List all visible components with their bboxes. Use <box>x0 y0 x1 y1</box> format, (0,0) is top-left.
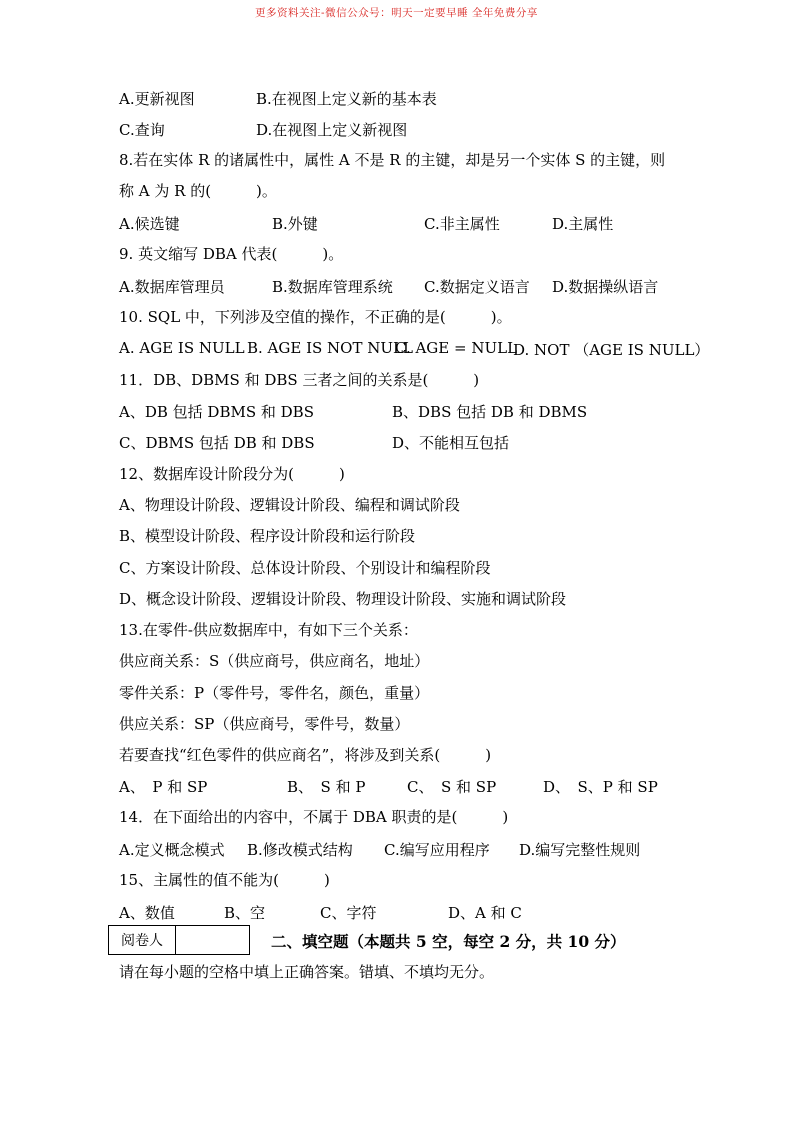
q12-option-c: C、方案设计阶段、总体设计阶段、个别设计和编程阶段 <box>119 559 491 577</box>
q13-relation-supplier: 供应商关系：S（供应商号，供应商名，地址） <box>119 652 430 670</box>
q14-option-a: A.定义概念模式 <box>119 841 225 859</box>
q8-option-d: D.主属性 <box>552 215 614 233</box>
q15-option-c: C、字符 <box>320 904 377 922</box>
q8-text-line1: 8.若在实体 R 的诸属性中，属性 A 不是 R 的主键，却是另一个实体 S 的主键，则 <box>119 151 666 169</box>
q10-option-d: D. NOT （AGE IS NULL） <box>513 341 710 359</box>
q12-text: 12、数据库设计阶段分为( ) <box>119 465 345 483</box>
q12-option-d: D、概念设计阶段、逻辑设计阶段、物理设计阶段、实施和调试阶段 <box>119 590 567 608</box>
q14-text: 14．在下面给出的内容中，不属于 DBA 职责的是( ) <box>119 808 509 826</box>
q8-option-a: A.候选键 <box>119 215 180 233</box>
q7-option-d: D.在视图上定义新视图 <box>256 121 408 139</box>
q9-option-a: A.数据库管理员 <box>119 278 225 296</box>
q15-text: 15、主属性的值不能为( ) <box>119 871 330 889</box>
q8-option-c: C.非主属性 <box>424 215 500 233</box>
q8-text-line2: 称 A 为 R 的( )。 <box>119 182 277 200</box>
q14-option-c: C.编写应用程序 <box>384 841 490 859</box>
q13-text: 13.在零件-供应数据库中，有如下三个关系： <box>119 621 418 639</box>
q11-option-d: D、不能相互包括 <box>392 434 510 452</box>
q10-text: 10. SQL 中，下列涉及空值的操作，不正确的是( )。 <box>119 308 512 326</box>
q12-option-b: B、模型设计阶段、程序设计阶段和运行阶段 <box>119 527 416 545</box>
reviewer-score-box <box>108 925 250 955</box>
q11-option-a: A、DB 包括 DBMS 和 DBS <box>119 403 314 421</box>
q10-option-b: B. AGE IS NOT NULL <box>247 339 413 357</box>
q13-question: 若要查找“红色零件的供应商名”，将涉及到关系( ) <box>119 746 492 764</box>
reviewer-signature-cell <box>176 926 249 954</box>
q13-option-b: B、 S 和 P <box>287 778 366 796</box>
q7-option-c: C.查询 <box>119 121 165 139</box>
q15-option-d: D、A 和 C <box>448 904 522 922</box>
q9-option-c: C.数据定义语言 <box>424 278 530 296</box>
q14-option-b: B.修改模式结构 <box>247 841 353 859</box>
section-instruction: 请在每小题的空格中填上正确答案。错填、不填均无分。 <box>119 963 495 981</box>
page-header: 更多资料关注-微信公众号：明天一定要早睡 全年免费分享 <box>255 7 538 19</box>
q10-option-a: A. AGE IS NULL <box>119 339 245 357</box>
section-title: 二、填空题（本题共 5 空，每空 2 分，共 10 分） <box>271 932 626 951</box>
q12-option-a: A、物理设计阶段、逻辑设计阶段、编程和调试阶段 <box>119 496 460 514</box>
q13-relation-supply: 供应关系：SP（供应商号，零件号，数量） <box>119 715 410 733</box>
q14-option-d: D.编写完整性规则 <box>519 841 641 859</box>
q15-option-a: A、数值 <box>119 904 175 922</box>
q11-text: 11．DB、DBMS 和 DBS 三者之间的关系是( ) <box>119 371 480 389</box>
q7-option-a: A.更新视图 <box>119 90 195 108</box>
q11-option-b: B、DBS 包括 DB 和 DBMS <box>392 403 588 421</box>
reviewer-label: 阅卷人 <box>109 926 176 954</box>
q9-option-b: B.数据库管理系统 <box>272 278 393 296</box>
q10-option-c: C. AGE = NULL <box>395 339 518 357</box>
q9-text: 9. 英文缩写 DBA 代表( )。 <box>119 245 344 263</box>
q13-option-a: A、 P 和 SP <box>119 778 208 796</box>
q9-option-d: D.数据操纵语言 <box>552 278 659 296</box>
q15-option-b: B、空 <box>224 904 266 922</box>
q13-relation-part: 零件关系：P（零件号，零件名，颜色，重量） <box>119 684 430 702</box>
q13-option-c: C、 S 和 SP <box>407 778 497 796</box>
q11-option-c: C、DBMS 包括 DB 和 DBS <box>119 434 315 452</box>
q13-option-d: D、 S、P 和 SP <box>543 778 658 796</box>
q8-option-b: B.外键 <box>272 215 318 233</box>
q7-option-b: B.在视图上定义新的基本表 <box>256 90 437 108</box>
